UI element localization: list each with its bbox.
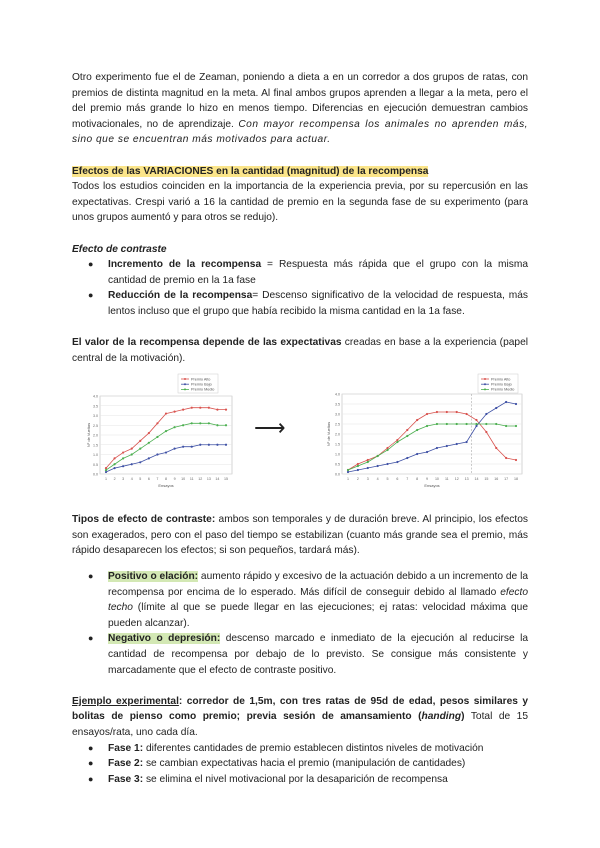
x-tick-label: 10 [181, 477, 186, 482]
data-point [416, 429, 418, 431]
ejemplo-bold: : corredor de 1,5m, con tres ratas de 95d de edad, pesos similares y bolitas de pienso como premio; previa sesión de amansamiento ( [72, 695, 528, 723]
intro-italic-text: Con mayor recompensa los animales no aprenden más, sino que se encuentran más motivados para actuar. [72, 118, 528, 146]
section-heading [72, 164, 528, 180]
data-point [208, 444, 210, 446]
x-tick-label: 11 [444, 477, 449, 482]
data-point [165, 413, 167, 415]
list-item [108, 288, 528, 319]
legend-marker [484, 389, 486, 391]
data-point [416, 453, 418, 455]
fase-text: se cambian expectativas hacia el premio (manipulación de cantidades) [143, 758, 466, 770]
list-item [108, 569, 528, 631]
ejemplo-underline: Ejemplo experimental [72, 695, 179, 707]
y-tick-label: 3.5 [93, 404, 98, 409]
data-point [148, 458, 150, 460]
data-point [485, 423, 487, 425]
data-point [377, 455, 379, 457]
contrast-title: Efecto de contraste [72, 243, 167, 255]
data-point [199, 407, 201, 409]
data-point [156, 454, 158, 456]
data-point [436, 423, 438, 425]
legend-marker [184, 378, 186, 380]
x-tick-label: 2 [113, 477, 116, 482]
y-axis-label: Nº de Vueltas [326, 422, 331, 447]
data-point [465, 441, 467, 443]
data-point [456, 423, 458, 425]
data-point [225, 409, 227, 411]
data-point [515, 425, 517, 427]
x-tick-label: 4 [376, 477, 379, 482]
data-point [199, 444, 201, 446]
x-tick-label: 10 [434, 477, 439, 482]
data-point [495, 447, 497, 449]
data-point [216, 444, 218, 446]
contrast-item-label: Reducción de la recompensa [108, 290, 253, 302]
legend-marker [484, 383, 486, 385]
chart-right [326, 372, 526, 490]
x-tick-label: 6 [396, 477, 399, 482]
data-point [406, 435, 408, 437]
tipos-text: ambos son temporales y de duración breve. Al principio, los efectos son exagerados, pero con el paso del tiempo se estabilizan (cuanto más grande sea el premio, más rápido desaparecen los efectos; si son pequeños, tardará más). [72, 514, 528, 557]
list-item [108, 741, 528, 757]
data-point [386, 449, 388, 451]
tipos-item-text: aumento rápido y excesivo de la actuación debido a un incremento de la recompensa por encima de lo esperado. Más difícil de conseguir debido al llamado [108, 571, 528, 598]
y-tick-label: 3.0 [93, 414, 98, 419]
tipos-bold: Tipos de efecto de contraste: [72, 514, 216, 526]
x-tick-label: 1 [105, 477, 107, 482]
data-point [113, 467, 115, 469]
legend-marker [484, 378, 486, 380]
y-tick-label: 4.0 [93, 394, 98, 399]
data-point [357, 463, 359, 465]
x-tick-label: 11 [189, 477, 194, 482]
data-point [139, 461, 141, 463]
data-point [225, 424, 227, 426]
x-tick-label: 7 [156, 477, 159, 482]
data-point [426, 451, 428, 453]
data-point [131, 448, 133, 450]
legend-label: Premio Medio [191, 387, 215, 392]
data-point [436, 447, 438, 449]
legend-label: Premio Bajo [191, 382, 212, 387]
y-tick-label: 1.0 [335, 452, 340, 457]
data-point [416, 419, 418, 421]
data-point [165, 452, 167, 454]
legend-label: Premio Alto [491, 377, 511, 382]
data-point [446, 411, 448, 413]
y-tick-label: 0.5 [335, 462, 340, 467]
tipos-item-italic: efecto techo [108, 586, 528, 614]
data-point [173, 426, 175, 428]
data-point [426, 413, 428, 415]
data-point [465, 413, 467, 415]
contrast-list [72, 257, 528, 319]
x-tick-label: 12 [454, 477, 459, 482]
data-point [347, 471, 349, 473]
data-point [191, 446, 193, 448]
data-point [505, 401, 507, 403]
data-point [386, 463, 388, 465]
list-item [108, 631, 528, 678]
section-heading-text: Efectos de las VARIACIONES en la cantidad (magnitud) de la recompensa [72, 165, 429, 177]
data-point [475, 423, 477, 425]
data-point [173, 448, 175, 450]
y-tick-label: 3.0 [335, 412, 340, 417]
y-tick-label: 2.0 [93, 433, 98, 438]
section-paragraph: Todos los estudios coinciden en la importancia de la experiencia previa, por su repercusión en las expectativas. Crespi varió a 16 la cantidad de premio en la segunda fase de su experimento (para unos grupos aumentó y para otros se redujo). [72, 181, 528, 224]
tipos-item-text: descenso marcado e inmediato de la ejecución al reducirse la cantidad de recompensa por debajo de lo previsto. Se consigue más consistente y marcadamente que el efecto de contraste positivo. [108, 633, 529, 676]
x-tick-label: 5 [139, 477, 142, 482]
data-point [515, 403, 517, 405]
data-point [208, 407, 210, 409]
x-axis-label: Ensayos [158, 483, 174, 489]
legend-label: Premio Bajo [491, 382, 512, 387]
data-point [122, 452, 124, 454]
data-point [475, 425, 477, 427]
data-point [347, 469, 349, 471]
x-tick-label: 15 [224, 477, 228, 482]
data-point [156, 422, 158, 424]
data-point [475, 419, 477, 421]
data-point [515, 459, 517, 461]
legend [478, 374, 518, 393]
fase-text: diferentes cantidades de premio establecen distintos niveles de motivación [143, 742, 484, 754]
data-point [426, 425, 428, 427]
y-tick-label: 1.5 [93, 443, 98, 448]
data-point [148, 432, 150, 434]
x-tick-label: 3 [122, 477, 125, 482]
data-point [182, 424, 184, 426]
data-point [446, 423, 448, 425]
fase-label: Fase 3: [108, 773, 144, 785]
legend [178, 374, 218, 393]
x-tick-label: 1 [347, 477, 349, 482]
x-tick-label: 12 [198, 477, 203, 482]
x-tick-label: 15 [484, 477, 489, 482]
legend-marker [184, 383, 186, 385]
x-tick-label: 3 [366, 477, 369, 482]
data-point [165, 430, 167, 432]
fases-list [72, 741, 528, 788]
fase-text: se elimina el nivel motivacional por la desaparición de recompensa [143, 773, 448, 785]
y-tick-label: 0.0 [93, 472, 98, 477]
x-tick-label: 16 [494, 477, 499, 482]
data-point [377, 465, 379, 467]
data-point [495, 407, 497, 409]
data-point [139, 440, 141, 442]
x-tick-label: 8 [165, 477, 167, 482]
tipos-item-label: Positivo o elación: [108, 571, 199, 583]
valor-bold: El valor de la recompensa depende de las expectativas [72, 337, 342, 349]
y-tick-label: 3.5 [335, 402, 340, 407]
data-point [225, 444, 227, 446]
data-point [367, 467, 369, 469]
x-tick-label: 17 [504, 477, 509, 482]
list-item [108, 257, 528, 288]
data-point [485, 431, 487, 433]
contrast-item-label: Incremento de la recompensa [108, 259, 262, 271]
list-item [108, 772, 528, 788]
contrast-item-text: = Descenso significativo de la velocidad de respuesta, más lentos incluso que el grupo que había recibido la misma cantidad en la 1a fase. [108, 290, 528, 317]
data-point [396, 441, 398, 443]
data-point [131, 454, 133, 456]
data-point [386, 447, 388, 449]
tipos-paragraph [72, 512, 528, 559]
valor-paragraph [72, 335, 528, 366]
data-point [367, 461, 369, 463]
y-tick-label: 2.5 [335, 422, 340, 427]
data-point [446, 445, 448, 447]
chart-left [86, 372, 236, 490]
x-tick-label: 14 [215, 477, 220, 482]
tipos-item-text2: (límite al que se puede llegar en las ejecuciones; ej ratas: velocidad máxima que pueden alcanzar). [108, 602, 528, 629]
data-point [357, 465, 359, 467]
x-tick-label: 13 [206, 477, 211, 482]
legend-label: Premio Medio [491, 387, 515, 392]
list-item [108, 756, 528, 772]
data-point [406, 457, 408, 459]
data-point [173, 411, 175, 413]
data-point [105, 471, 107, 473]
tipos-list [72, 569, 528, 678]
legend-label: Premio Alto [191, 377, 211, 382]
x-tick-label: 13 [464, 477, 469, 482]
data-point [495, 423, 497, 425]
y-tick-label: 0.5 [93, 463, 98, 468]
y-axis-label: Nº de Vueltas [86, 423, 91, 448]
data-point [122, 458, 124, 460]
ejemplo-text: Total de 15 ensayos/rata, uno cada día. [72, 711, 528, 738]
x-tick-label: 9 [426, 477, 429, 482]
data-point [396, 461, 398, 463]
arrow-icon: ⟶ [254, 415, 286, 441]
data-point [113, 463, 115, 465]
ejemplo-bolditalic: handing [421, 711, 462, 723]
x-tick-label: 9 [173, 477, 176, 482]
x-tick-label: 2 [356, 477, 359, 482]
y-tick-label: 1.0 [93, 453, 98, 458]
data-point [465, 423, 467, 425]
data-point [367, 459, 369, 461]
data-point [113, 458, 115, 460]
fase-label: Fase 1: [108, 742, 144, 754]
data-point [208, 422, 210, 424]
y-tick-label: 1.5 [335, 442, 340, 447]
data-point [139, 448, 141, 450]
data-point [505, 425, 507, 427]
data-point [456, 411, 458, 413]
x-tick-label: 14 [474, 477, 479, 482]
legend-marker [184, 389, 186, 391]
x-axis-label: Ensayos [424, 483, 440, 489]
tipos-item-label: Negativo o depresión: [108, 633, 221, 645]
data-point [122, 465, 124, 467]
intro-paragraph [72, 70, 528, 148]
document-page [72, 70, 528, 787]
data-point [156, 436, 158, 438]
x-tick-label: 5 [386, 477, 389, 482]
data-point [406, 429, 408, 431]
data-point [105, 467, 107, 469]
y-tick-label: 2.5 [93, 424, 98, 429]
data-point [148, 442, 150, 444]
x-tick-label: 7 [406, 477, 409, 482]
data-point [485, 413, 487, 415]
data-point [216, 409, 218, 411]
data-point [456, 443, 458, 445]
data-point [131, 463, 133, 465]
ejemplo-paragraph [72, 694, 528, 741]
intro-text: Otro experimento fue el de Zeaman, poniendo a dieta a en un corredor a dos grupos de ratas, con premios de distinta magnitud en la meta. Al final ambos grupos aprenden a llegar a la meta, pero el del premio más grande lo hizo en menos tiempo. Diferencias en ejecución demuestran cambios motivacionales, no de aprendizaje. [72, 72, 528, 130]
data-point [436, 411, 438, 413]
data-point [216, 424, 218, 426]
x-tick-label: 4 [130, 477, 133, 482]
data-point [505, 457, 507, 459]
data-point [199, 422, 201, 424]
fase-label: Fase 2: [108, 758, 144, 770]
valor-text: creadas en base a la experiencia (papel central de la motivación). [72, 337, 528, 364]
data-point [191, 407, 193, 409]
data-point [182, 446, 184, 448]
y-tick-label: 0.0 [335, 472, 340, 477]
data-point [357, 469, 359, 471]
data-point [182, 409, 184, 411]
y-tick-label: 4.0 [335, 392, 340, 397]
charts-figure [72, 372, 528, 492]
data-point [105, 469, 107, 471]
data-point [191, 422, 193, 424]
contrast-item-text: = Respuesta más rápida que el grupo con la misma cantidad de premio en la 1a fase [108, 259, 529, 286]
x-tick-label: 8 [416, 477, 419, 482]
y-tick-label: 2.0 [335, 432, 340, 437]
x-tick-label: 6 [147, 477, 150, 482]
x-tick-label: 18 [514, 477, 518, 482]
data-point [396, 439, 398, 441]
ejemplo-bold2: ) [461, 711, 465, 723]
